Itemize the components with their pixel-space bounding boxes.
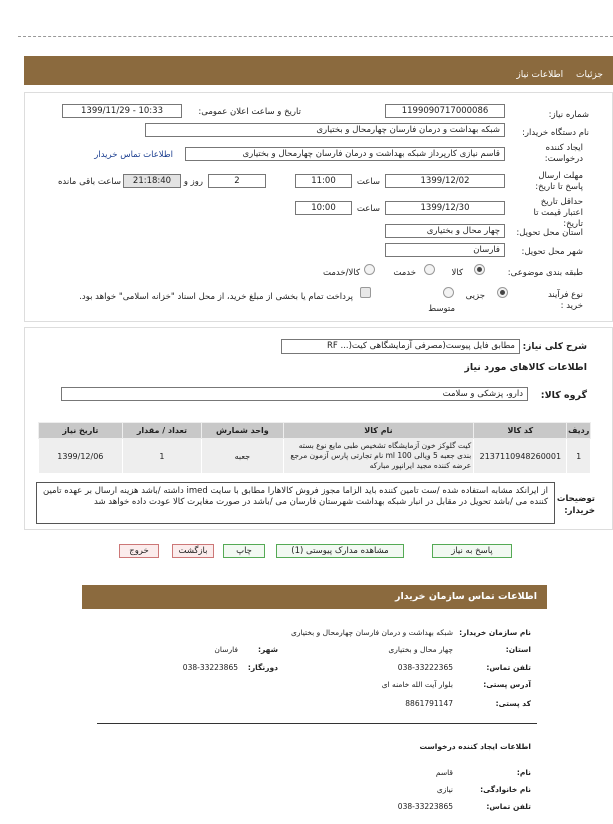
days-label: روز و (183, 177, 203, 187)
contact-phone-label: تلفن تماس: (486, 663, 531, 672)
attachments-button[interactable]: مشاهده مدارک پیوستی (1) (276, 544, 404, 558)
buyer-contact-link[interactable]: اطلاعات تماس خریدار (94, 150, 173, 160)
creator-family-label: نام خانوادگی: (480, 785, 531, 794)
contact-section-header: اطلاعات تماس سازمان خریدار (82, 585, 547, 609)
province-field: چهار محال و بختیاری (385, 224, 505, 238)
days-field: 2 (208, 174, 266, 188)
province-label: استان محل تحویل: (516, 228, 583, 238)
contact-fax-label: دورنگار: (247, 663, 278, 672)
contact-divider (97, 723, 537, 724)
contact-postal-value: 8861791147 (405, 699, 453, 708)
exit-button[interactable]: خروج (119, 544, 159, 558)
category-service-label: خدمت (393, 268, 416, 278)
col-unit: واحد شمارش (202, 423, 284, 439)
process-medium-label: متوسط (428, 304, 455, 314)
deadline-time-field: 11:00 (295, 174, 352, 188)
contact-province-label: استان: (505, 645, 531, 654)
contact-postal-label: کد پستی: (495, 699, 531, 708)
category-goods-service-label: کالا/خدمت (323, 268, 360, 278)
col-row: ردیف (567, 423, 591, 439)
announce-field: 1399/11/29 - 10:33 (62, 104, 182, 118)
process-partial-label: جزیی (465, 291, 485, 301)
goods-section-title: اطلاعات کالاهای مورد نیاز (464, 362, 587, 373)
description-label: شرح کلی نیاز: (522, 342, 587, 352)
tab-need-info[interactable]: اطلاعات نیاز (516, 70, 564, 80)
col-date: تاریخ نیاز (39, 423, 123, 439)
goods-group-field: دارو، پزشکی و سلامت (61, 387, 528, 401)
treasury-payment-checkbox[interactable] (360, 287, 371, 298)
creator-name-value: قاسم (435, 768, 453, 777)
buyer-notes-box: از ایرانکد مشابه استفاده شده /ست تامین کننده باید الزاما مجوز فروش کالاهارا مطابق با سایت imed داشته /باشد هزینه ارسال بر عهده تامین کننده می /باشد تحویل در مقابل در انبار شبکه بهداشت شهرستان فارسان می /باشد در صورت مغایرت کالا عودت داده خواهد شد (36, 482, 555, 524)
description-field: مطابق فایل پیوست(مصرفی آزمایشگاهی کیت(... RF (281, 339, 520, 354)
creator-name-label: نام: (516, 768, 531, 777)
category-goods-label: کالا (451, 268, 463, 278)
col-code: کد کالا (474, 423, 567, 439)
need-number-field: 1199090717000086 (385, 104, 505, 118)
deadline-date-field: 1399/12/02 (385, 174, 505, 188)
deadline-time-label: ساعت (356, 177, 380, 187)
buyer-field: شبکه بهداشت و درمان فارسان چهارمحال و بختیاری (145, 123, 505, 137)
treasury-payment-note: پرداخت تمام یا بخشی از مبلغ خرید، از محل اسناد "خزانه اسلامی" خواهد بود. (79, 292, 353, 302)
row-qty: 1 (122, 439, 201, 474)
creator-phone-label: تلفن تماس: (486, 802, 531, 811)
col-qty: تعداد / مقدار (122, 423, 201, 439)
category-goods-radio[interactable] (474, 264, 485, 275)
row-name: کیت گلوکز خون آزمایشگاه تشخیص طبی مایع نوع بسته بندی جعبه 5 ویالی 100 ml نام تجارتی پارس آزمون مرجع عرضه کننده مجید ایرانپور مبارکه (283, 439, 474, 474)
col-name: نام کالا (283, 423, 474, 439)
contact-city-label: شهر: (258, 645, 278, 654)
contact-city-value: فارسان (214, 645, 238, 654)
print-button[interactable]: چاپ (223, 544, 265, 558)
top-divider (18, 36, 613, 37)
row-unit: جعبه (202, 439, 284, 474)
buyer-label: نام دستگاه خریدار: (522, 128, 589, 138)
creator-family-value: نیازی (436, 785, 453, 794)
process-partial-radio[interactable] (497, 287, 508, 298)
table-row (39, 439, 591, 474)
need-number-label: شماره نیاز: (548, 110, 589, 120)
buyer-notes-label: توضیحات خریدار: (556, 494, 595, 516)
reply-button[interactable]: پاسخ به نیاز (432, 544, 512, 558)
validity-label: حداقل تاریخ اعتبار قیمت تا تاریخ: (533, 197, 583, 229)
category-service-radio[interactable] (424, 264, 435, 275)
creator-phone-value: 038-33223865 (397, 802, 453, 811)
validity-time-label: ساعت (356, 204, 380, 214)
validity-time-field: 10:00 (295, 201, 352, 215)
contact-address-label: آدرس پستی: (483, 680, 531, 689)
contact-fax-value: 038-33223865 (182, 663, 238, 672)
process-medium-radio[interactable] (443, 287, 454, 298)
validity-date-field: 1399/12/30 (385, 201, 505, 215)
creator-section-title: اطلاعات ایجاد کننده درخواست (419, 742, 531, 751)
contact-address-value: بلوار آیت الله خامنه ای (381, 680, 453, 689)
contact-org-label: نام سازمان خریدار: (459, 628, 531, 637)
page-header (24, 56, 613, 85)
contact-province-value: چهار محال و بختیاری (388, 645, 453, 654)
row-date: 1399/12/06 (39, 439, 123, 474)
announce-label: تاریخ و ساعت اعلان عمومی: (198, 107, 301, 117)
remaining-time-field: 21:18:40 (123, 174, 181, 188)
row-code: 2137110948260001 (474, 439, 567, 474)
goods-table (38, 422, 591, 474)
back-button[interactable]: بازگشت (172, 544, 214, 558)
process-label: نوع فرآیند خرید : (547, 290, 583, 311)
city-field: فارسان (385, 243, 505, 257)
creator-label: ایجاد کننده درخواست: (544, 143, 583, 164)
deadline-label: مهلت ارسال پاسخ تا تاریخ: (535, 171, 583, 192)
creator-field: قاسم نیازی کارپرداز شبکه بهداشت و درمان فارسان چهارمحال و بختیاری (185, 147, 505, 161)
category-goods-service-radio[interactable] (364, 264, 375, 275)
category-label: طبقه بندی موضوعی: (507, 268, 583, 278)
remaining-label: ساعت باقی مانده (57, 177, 121, 187)
city-label: شهر محل تحویل: (521, 247, 583, 257)
goods-table-header (39, 423, 591, 439)
tab-details[interactable]: جزئیات (576, 70, 603, 80)
contact-org-value: شبکه بهداشت و درمان فارسان چهارمحال و بختیاری (290, 628, 453, 637)
row-index: 1 (567, 439, 591, 474)
goods-group-label: گروه کالا: (540, 390, 587, 401)
contact-phone-value: 038-33222365 (397, 663, 453, 672)
